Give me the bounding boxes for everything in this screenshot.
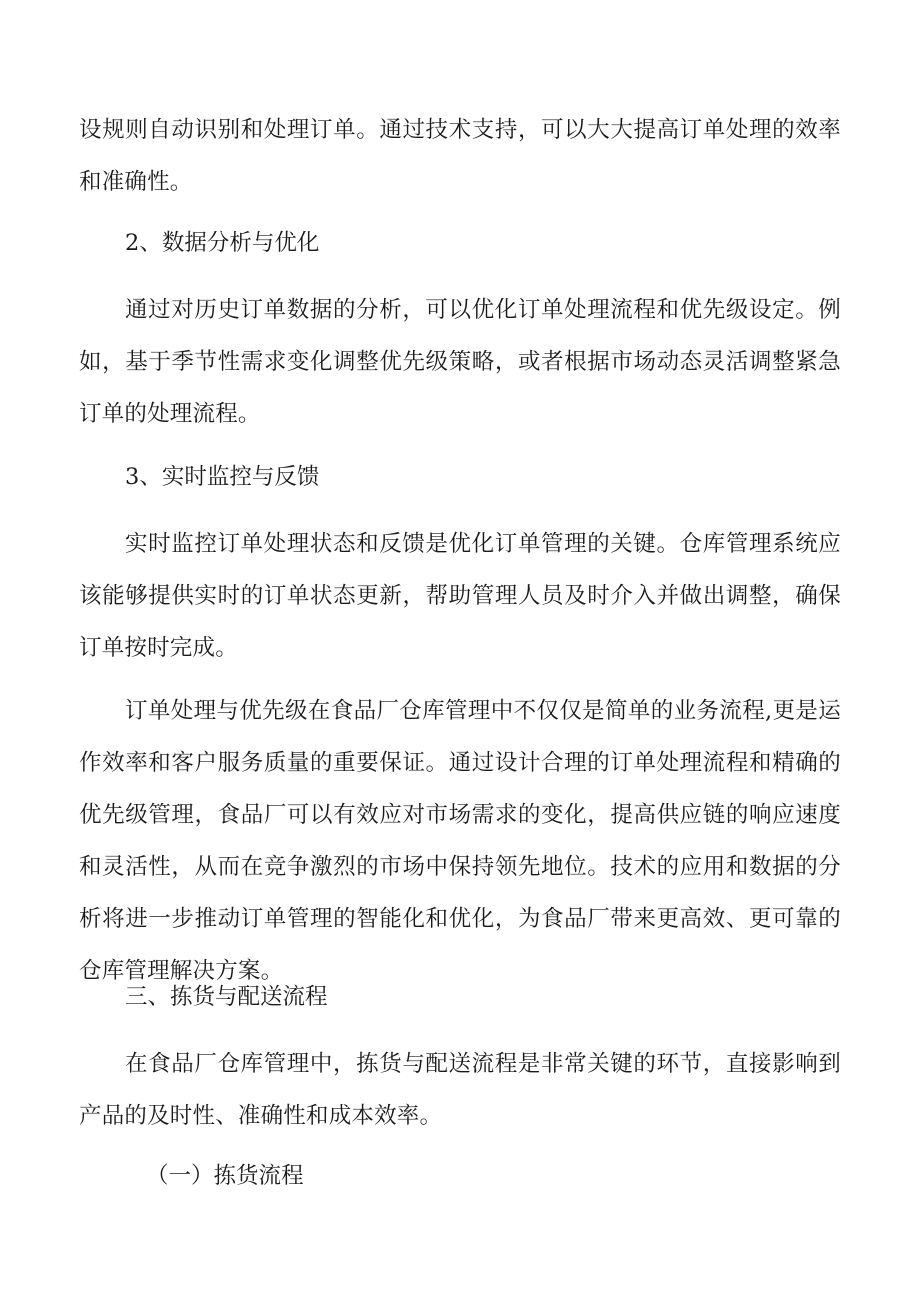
heading-picking-process: （一）拣货流程 (146, 1163, 304, 1189)
heading-realtime-monitoring: 3、实时监控与反馈 (125, 464, 320, 490)
heading-section-picking-delivery: 三、拣货与配送流程 (125, 984, 328, 1010)
paragraph-picking-delivery-intro: 在食品厂仓库管理中，拣货与配送流程是非常关键的环节，直接影响到产品的及时性、准确性和成本效率。 (79, 1051, 841, 1129)
paragraph-data-analysis: 通过对历史订单数据的分析，可以优化订单处理流程和优先级设定。例如，基于季节性需求变化调整优先级策略，或者根据市场动态灵活调整紧急订单的处理流程。 (79, 297, 841, 427)
paragraph-order-priority-summary: 订单处理与优先级在食品厂仓库管理中不仅仅是简单的业务流程,更是运作效率和客户服务质量的重要保证。通过设计合理的订单处理流程和精确的优先级管理，食品厂可以有效应对市场需求的变化，提高供应链的响应速度和灵活性，从而在竞争激烈的市场中保持领先地位。技术的应用和数据的分析将进一步推动订单管理的智能化和优化，为食品厂带来更高效、更可靠的仓库管理解决方案。 (79, 698, 841, 984)
paragraph-order-automation-continued: 设规则自动识别和处理订单。通过技术支持，可以大大提高订单处理的效率和准确性。 (79, 117, 841, 195)
heading-data-analysis: 2、数据分析与优化 (125, 230, 320, 256)
paragraph-realtime-monitoring: 实时监控订单处理状态和反馈是优化订单管理的关键。仓库管理系统应该能够提供实时的订单状态更新，帮助管理人员及时介入并做出调整，确保订单按时完成。 (79, 531, 841, 661)
